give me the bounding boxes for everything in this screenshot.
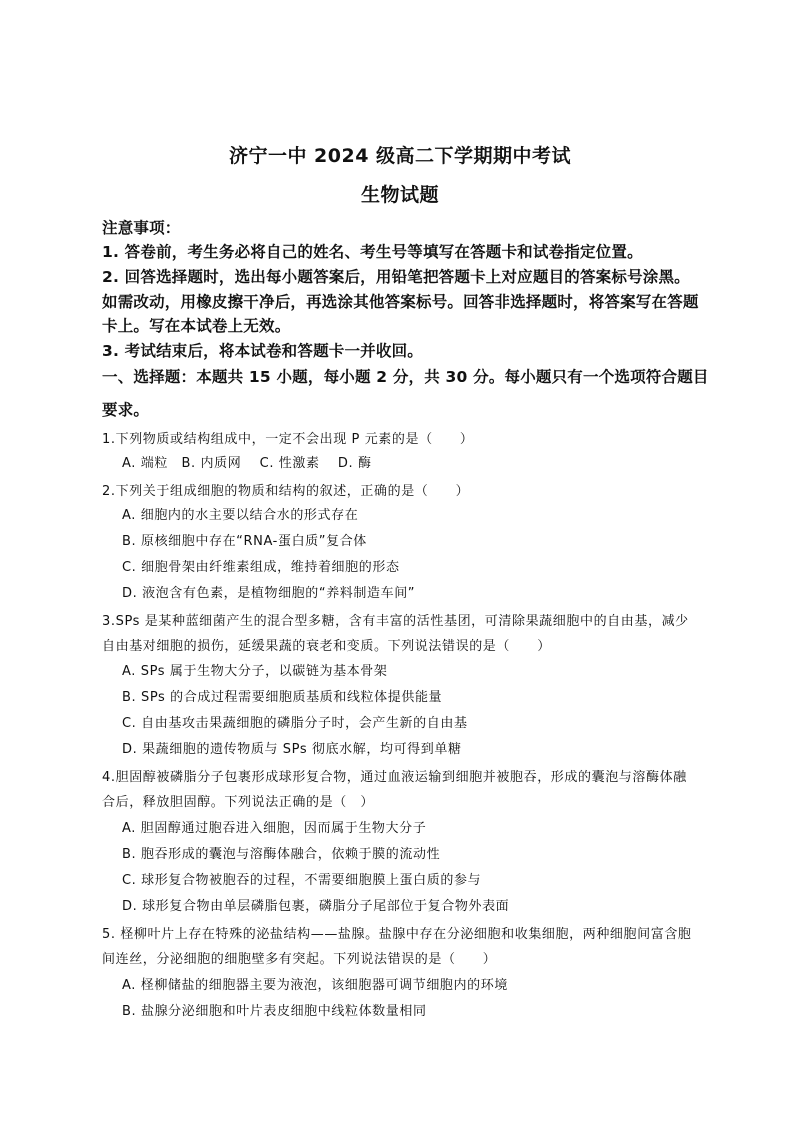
question-option: A. SPs 属于生物大分子，以碳链为基本骨架 [122,664,388,679]
question-stem: 1.下列物质或结构组成中，一定不会出现 P 元素的是（ ） [102,432,474,447]
question-option: D. 液泡含有色素，是植物细胞的“养料制造车间” [122,586,416,601]
question-option: C. 球形复合物被胞吞的过程，不需要细胞膜上蛋白质的参与 [122,873,482,888]
question-stem: 合后，释放胆固醇。下列说法正确的是（ ） [102,795,375,810]
exam-subtitle: 生物试题 [360,184,439,206]
question-option: A. 细胞内的水主要以结合水的形式存在 [122,508,359,523]
question-option: A. 柽柳储盐的细胞器主要为液泡，该细胞器可调节细胞内的环境 [122,978,508,993]
question-stem: 间连丝，分泌细胞的细胞壁多有突起。下列说法错误的是（ ） [102,952,497,967]
section-heading: 要求。 [102,401,150,419]
notice-line: 如需改动，用橡皮擦干净后，再选涂其他答案标号。回答非选择题时，将答案写在答题 [102,293,699,311]
question-option: B. 原核细胞中存在“RNA-蛋白质”复合体 [122,534,367,549]
question-stem: 5. 柽柳叶片上存在特殊的泌盐结构——盐腺。盐腺中存在分泌细胞和收集细胞，两种细胞间富含胞 [102,927,692,942]
notice-line: 卡上。写在本试卷上无效。 [102,317,291,335]
question-option: C. 自由基攻击果蔬细胞的磷脂分子时，会产生新的自由基 [122,716,468,731]
question-option: B. 胞吞形成的囊泡与溶酶体融合，依赖于膜的流动性 [122,847,441,862]
question-option: C. 细胞骨架由纤维素组成，维持着细胞的形态 [122,560,400,575]
question-stem: 2.下列关于组成细胞的物质和结构的叙述，正确的是（ ） [102,484,470,499]
question-option: D. 球形复合物由单层磷脂包裹，磷脂分子尾部位于复合物外表面 [122,899,510,914]
question-stem: 4.胆固醇被磷脂分子包裹形成球形复合物，通过血液运输到细胞并被胞吞，形成的囊泡与溶酶体融 [102,770,687,785]
exam-title: 济宁一中 2024 级高二下学期期中考试 [228,145,572,167]
question-option: B. SPs 的合成过程需要细胞质基质和线粒体提供能量 [122,690,443,705]
question-stem: 自由基对细胞的损伤，延缓果蔬的衰老和变质。下列说法错误的是（ ） [102,639,551,654]
question-option: A. 胆固醇通过胞吞进入细胞，因而属于生物大分子 [122,821,427,836]
question-stem: 3.SPs 是某种蓝细菌产生的混合型多糖，含有丰富的活性基团，可清除果蔬细胞中的自由基，减少 [102,614,689,629]
question-option: A. 端粒 B. 内质网 C. 性激素 D. 酶 [122,456,372,471]
notice-heading: 注意事项： [102,219,181,237]
notice-line: 1. 答卷前，考生务必将自己的姓名、考生号等填写在答题卡和试卷指定位置。 [102,243,643,261]
section-heading: 一、选择题：本题共 15 小题，每小题 2 分，共 30 分。每小题只有一个选项符合题目 [102,368,709,386]
notice-line: 3. 考试结束后，将本试卷和答题卡一并收回。 [102,342,423,360]
notice-line: 2. 回答选择题时，选出每小题答案后，用铅笔把答题卡上对应题目的答案标号涂黑。 [102,268,690,286]
question-option: B. 盐腺分泌细胞和叶片表皮细胞中线粒体数量相同 [122,1004,427,1019]
question-option: D. 果蔬细胞的遗传物质与 SPs 彻底水解，均可得到单糖 [122,742,462,757]
